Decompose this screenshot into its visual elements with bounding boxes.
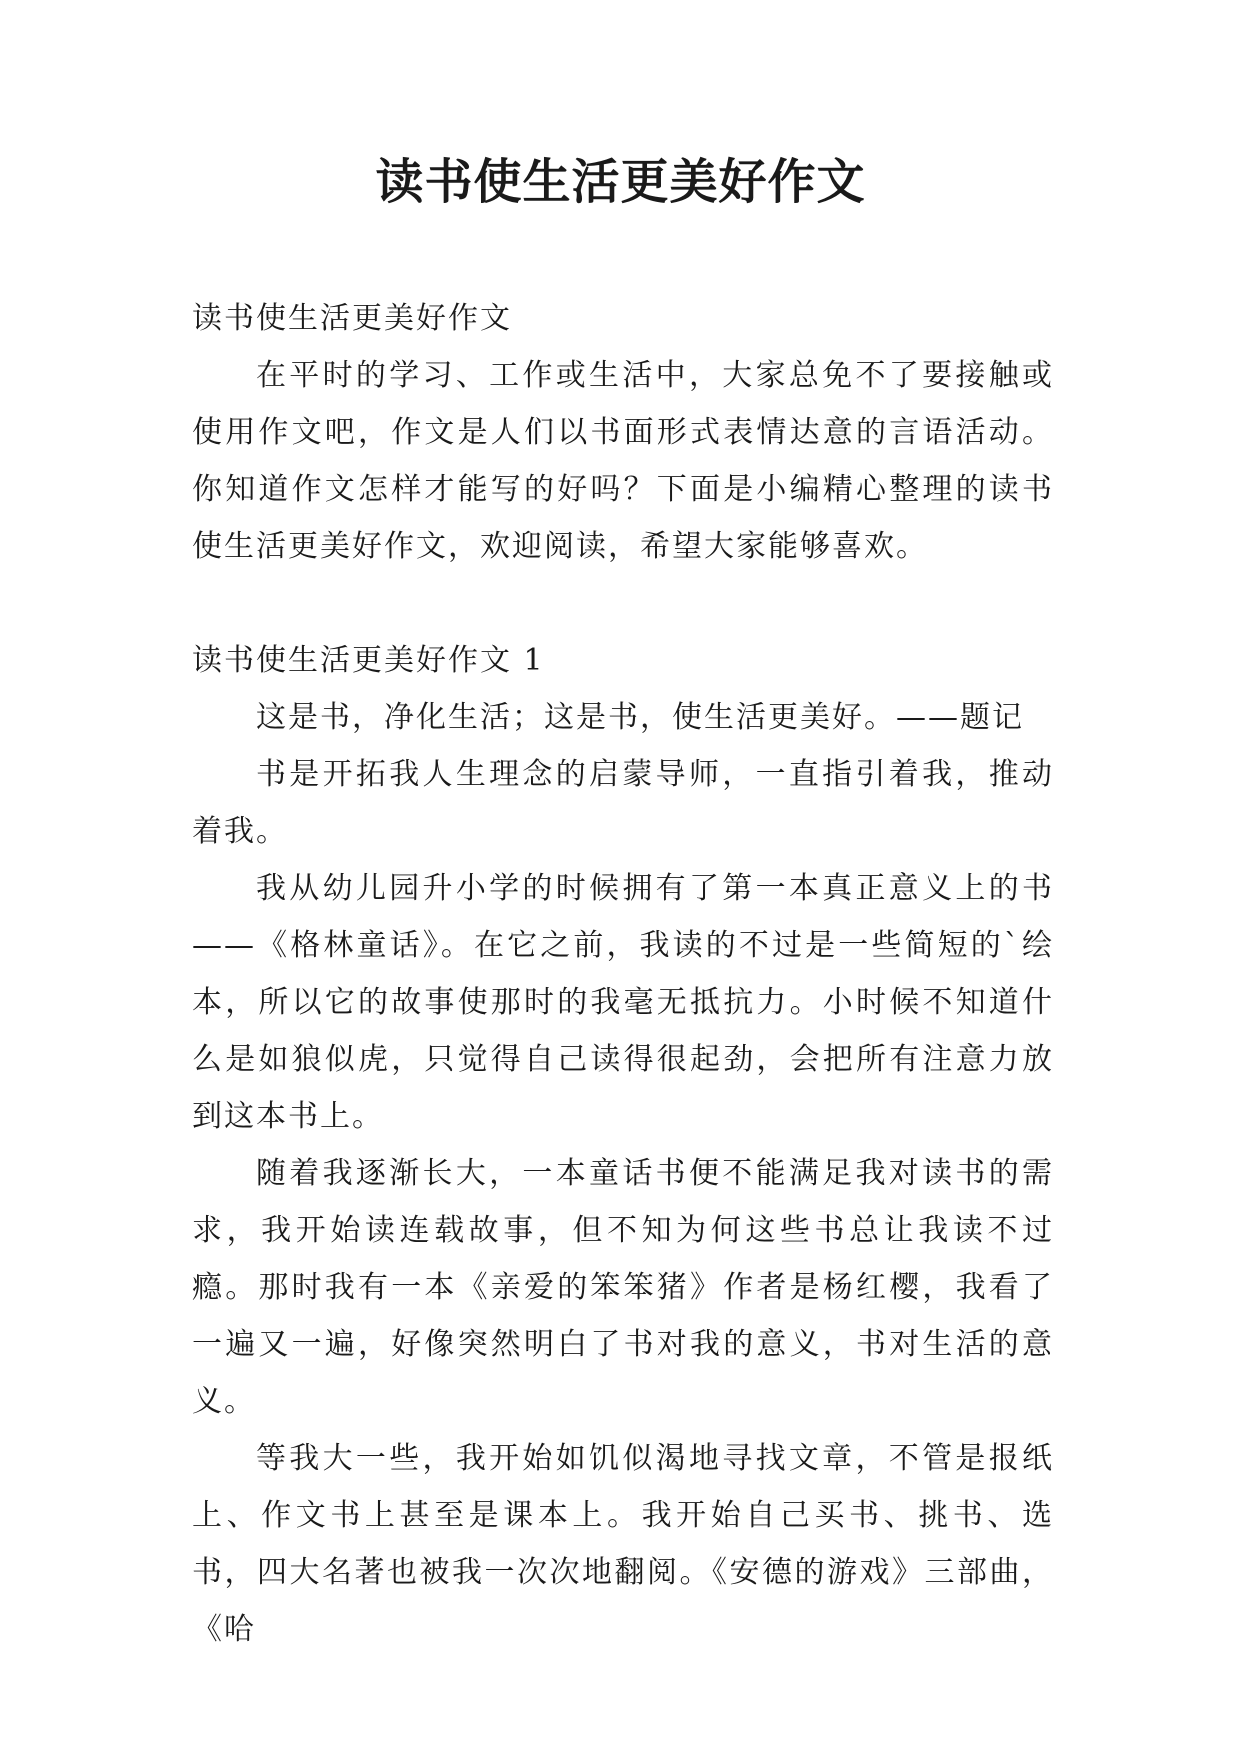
section-spacer bbox=[192, 575, 1054, 632]
essay-paragraph: 书是开拓我人生理念的启蒙导师，一直指引着我，推动着我。 bbox=[192, 757, 1054, 849]
essay-paragraph: 等我大一些，我开始如饥似渴地寻找文章，不管是报纸上、作文书上甚至是课本上。我开始自己买书、挑书、选书，四大名著也被我一次次地翻阅。《安德的游戏》三部曲，《哈 bbox=[192, 1441, 1054, 1647]
essay-paragraph: 随着我逐渐长大，一本童话书便不能满足我对读书的需求，我开始读连载故事，但不知为何这些书总让我读不过瘾。那时我有一本《亲爱的笨笨猪》作者是杨红樱，我看了一遍又一遍，好像突然明白了书对我的意义，书对生活的意义。 bbox=[192, 1156, 1054, 1419]
essay-paragraph: 这是书，净化生活；这是书，使生活更美好。——题记 bbox=[256, 700, 1024, 735]
document-body bbox=[192, 290, 1054, 1658]
document-title: 读书使生活更美好作文 bbox=[375, 154, 866, 210]
intro-heading: 读书使生活更美好作文 bbox=[192, 301, 512, 336]
essay-paragraph: 我从幼儿园升小学的时候拥有了第一本真正意义上的书——《格林童话》。在它之前，我读的不过是一些简短的`绘本，所以它的故事使那时的我毫无抵抗力。小时候不知道什么是如狼似虎，只觉得自己读得很起劲，会把所有注意力放到这本书上。 bbox=[192, 871, 1054, 1134]
intro-paragraph: 在平时的学习、工作或生活中，大家总免不了要接触或使用作文吧，作文是人们以书面形式表情达意的言语活动。你知道作文怎样才能写的好吗？下面是小编精心整理的读书使生活更美好作文，欢迎阅读，希望大家能够喜欢。 bbox=[192, 358, 1054, 564]
essay-1-heading: 读书使生活更美好作文 1 bbox=[192, 643, 545, 678]
